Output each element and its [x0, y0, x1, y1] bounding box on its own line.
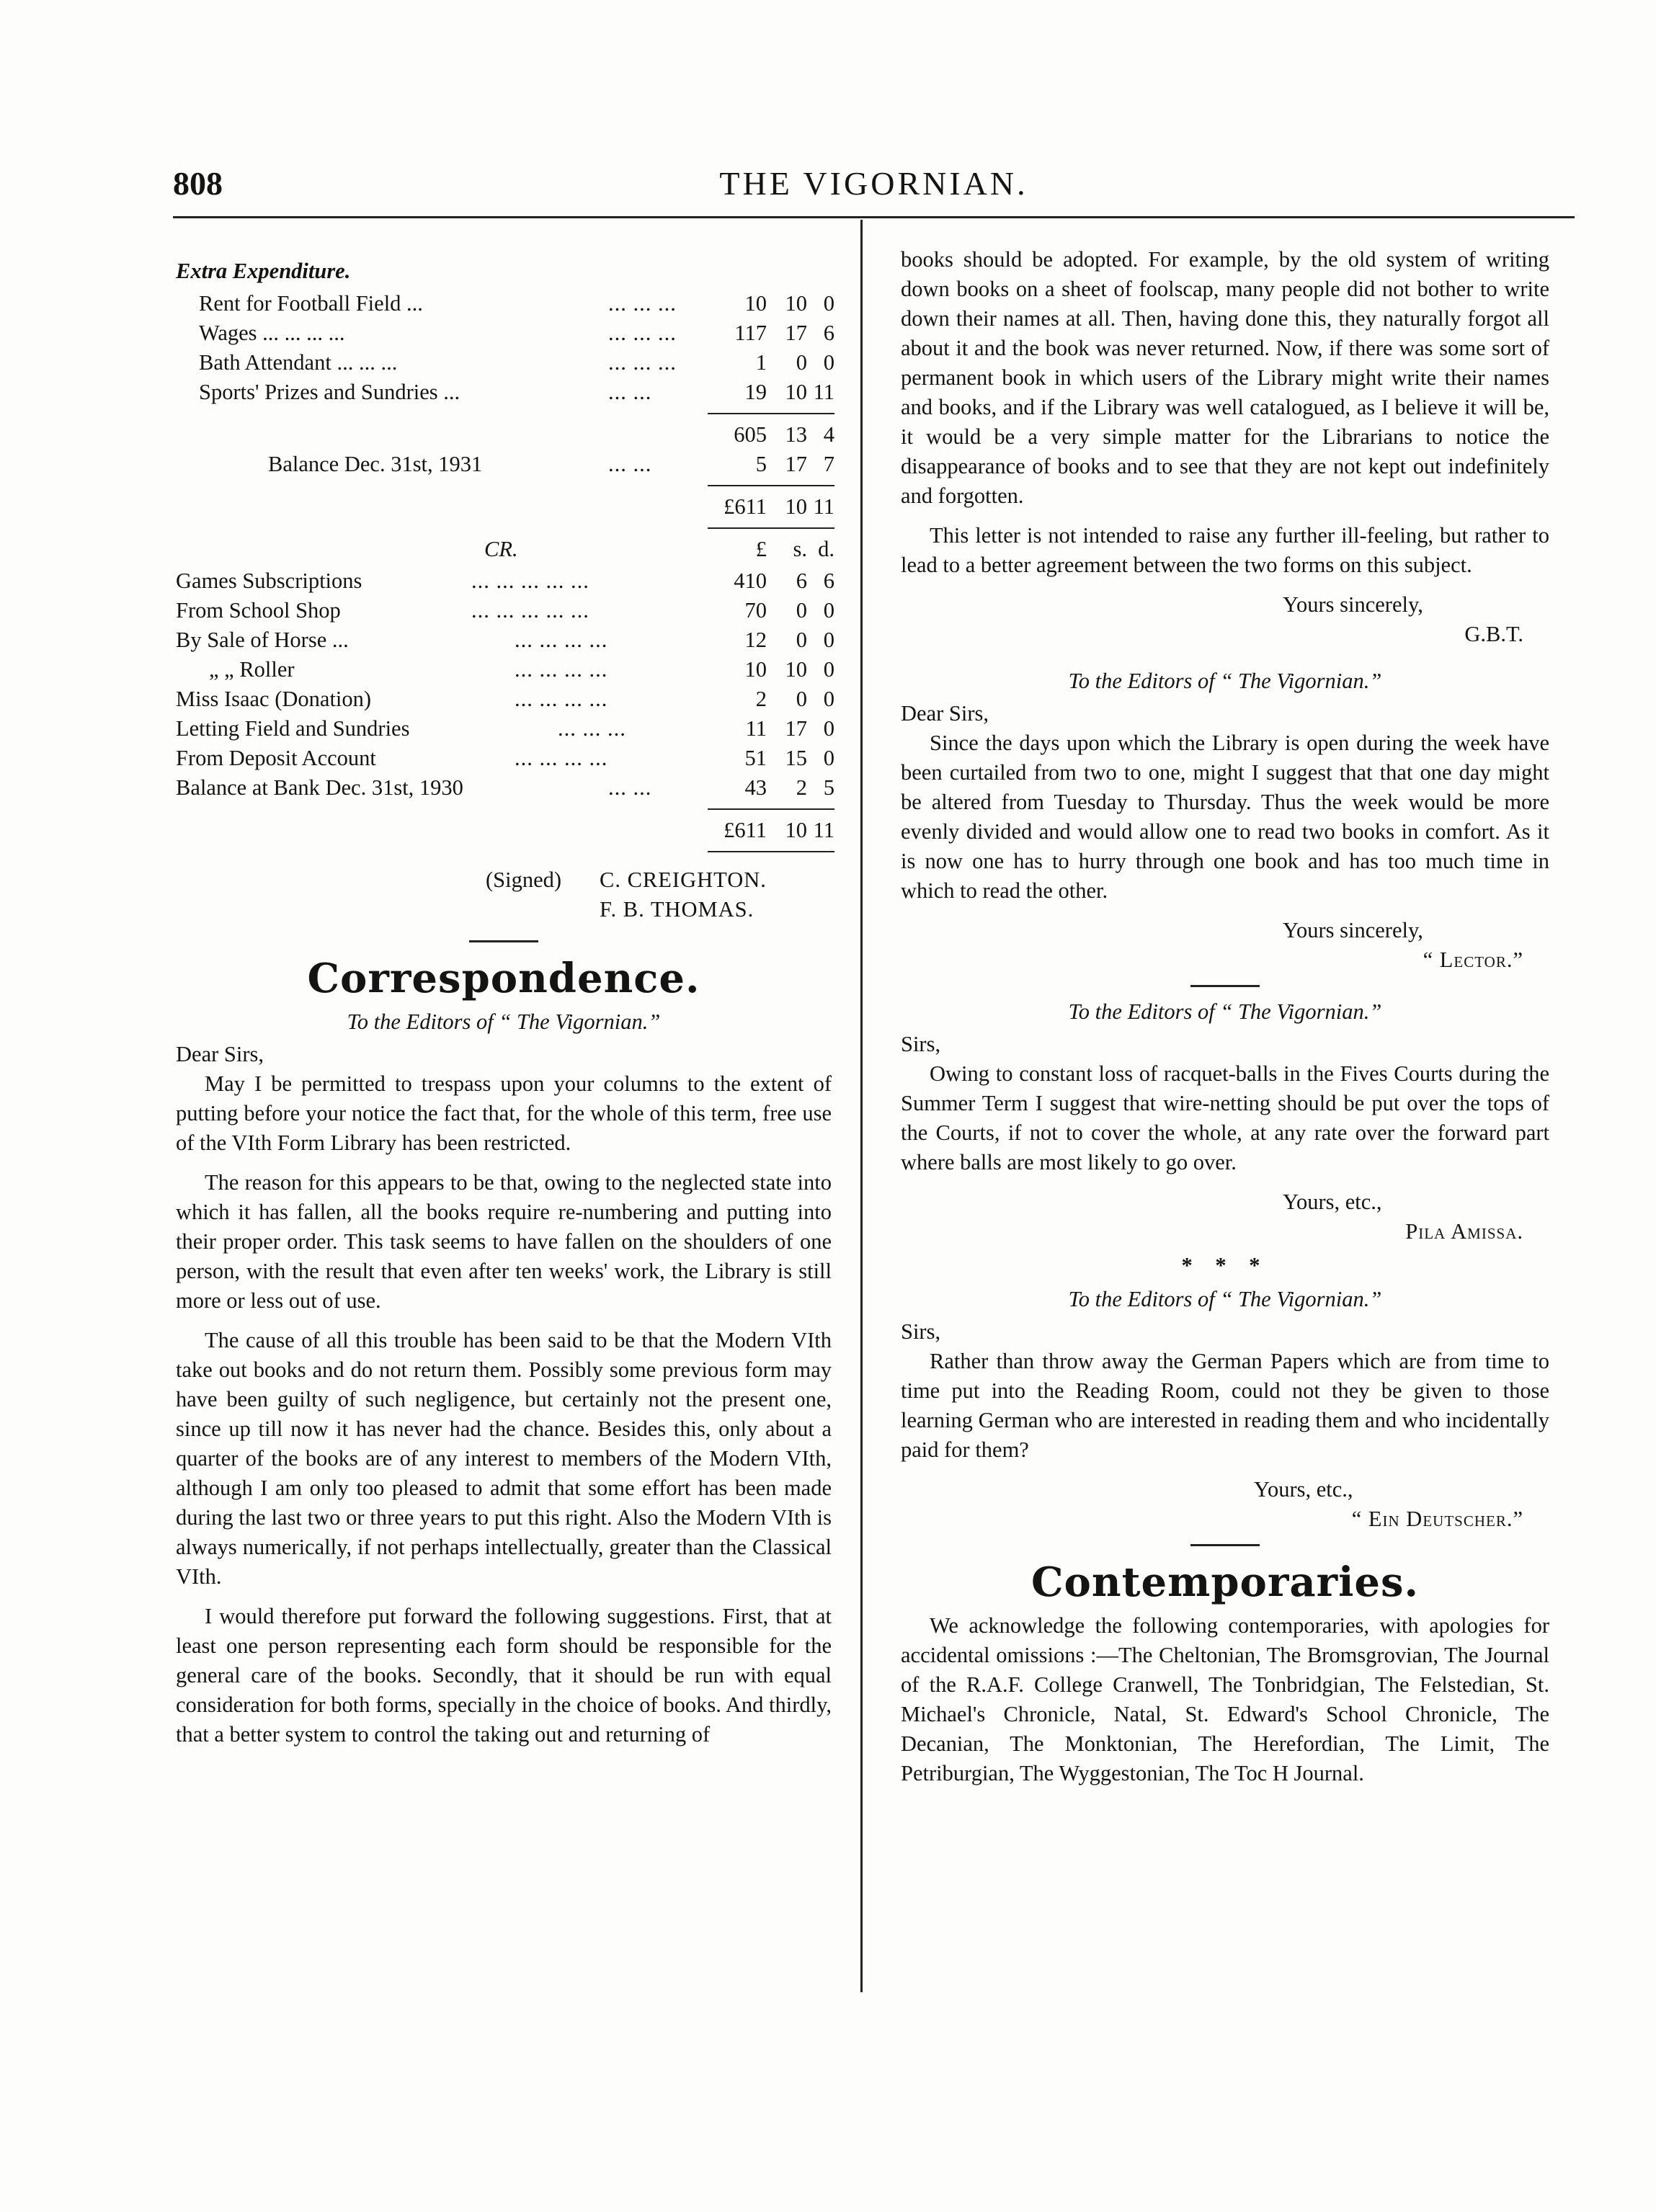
contemporaries-paragraph: We acknowledge the following contemporaries, with apologies for accidental omissions :—The Cheltonian, The Bromsgrovian, The Journal of the R.A.F. College Cranwell, The Tonbridgian, The Felstedian, St. Michael's Chronicle, Natal, St. Edward's School Chronicle, The Decanian, The Monktonian, The Herefordian, The Limit, The Petriburgian, The Wyggestonian, The Toc H Journal. — [901, 1613, 1549, 1785]
asterism: * * * — [1181, 1253, 1269, 1277]
ledger-pounds: 410 — [734, 568, 767, 593]
ledger-row — [176, 289, 832, 318]
ledger-shillings: 0 — [796, 598, 807, 623]
ledger-row — [176, 378, 832, 407]
ledger-pounds: 51 — [744, 746, 767, 770]
ledger-desc: Letting Field and Sundries — [176, 716, 410, 741]
ledger-desc: Rent for Football Field ... — [199, 291, 423, 316]
balance-dots: ... ... — [608, 452, 652, 476]
signatures — [176, 865, 832, 930]
subtotal-pence: 4 — [823, 422, 834, 447]
ledger-row — [176, 596, 832, 625]
ledger-desc: From School Shop — [176, 598, 341, 623]
left-column — [176, 257, 832, 1760]
ledger-shillings: 10 — [785, 291, 807, 316]
ledger-desc: By Sale of Horse ... — [176, 628, 349, 652]
ledger-dots: ... ... ... ... ... — [471, 598, 589, 623]
to-editors-line: To the Editors of “ The Vigornian.” — [1068, 999, 1382, 1024]
ledger-desc: Games Subscriptions — [176, 568, 362, 593]
letter1-paragraph: The reason for this appears to be that, owing to the neglected state into which it has fallen, all the books require re-numbering and putting into their proper order. This task seems to have fallen on the shoulders of one person, with the result that even after ten weeks' work, the Library is still more or less out of use. — [176, 1170, 832, 1313]
to-editors-line: To the Editors of “ The Vigornian.” — [1068, 1287, 1382, 1311]
page-header — [173, 164, 1575, 208]
ledger-dots: ... ... ... — [608, 350, 677, 375]
right-column — [901, 245, 1549, 1798]
letter1-closing: This letter is not intended to raise any further ill-feeling, but rather to lead to a better agreement between the two forms on this subject. — [901, 523, 1549, 577]
extra-expenditure-table — [176, 289, 832, 407]
balance-row — [176, 450, 832, 479]
ledger-pence: 0 — [823, 598, 834, 623]
signatory-creighton: C. CREIGHTON. — [600, 868, 767, 892]
letter1-paragraph: I would therefore put forward the following suggestions. First, that at least one person representing each form should be responsible for the general care of the books. Secondly, that it should be run with equal consideration for both forms, specially in the choice of books. And thirdly, that a better system to control the taking out and returning of — [176, 1604, 832, 1747]
sum-rule — [708, 808, 834, 810]
ledger-pence: 6 — [823, 321, 834, 345]
extra-expenditure-label: Extra Expenditure. — [176, 259, 351, 283]
ledger-desc: Sports' Prizes and Sundries ... — [199, 380, 460, 404]
letter1-signoff: Yours sincerely, — [1283, 592, 1423, 617]
letter1-paragraph: The cause of all this trouble has been said to be that the Modern VIth take out books and do not return them. Possibly some previous form may have been guilty of such negligence, but certainly not the present one, since up till now it has never had the chance. Besides this, only about a quarter of the books are of any interest to members of the Modern VIth, although I am only too pleased to admit that some effort has been made during the last two or three years to put this right. Also the Modern VIth is always numerically, if not perhaps intellectually, greater than the Classical VIth. — [176, 1328, 832, 1589]
correspondence-heading: Correspondence. — [307, 955, 700, 1002]
ledger-dots: ... ... ... ... — [515, 687, 608, 711]
ledger-dots: ... ... ... ... ... — [471, 568, 589, 593]
page-number: 808 — [173, 165, 223, 202]
ledger-pence: 0 — [823, 746, 834, 770]
ledger-shillings: 0 — [796, 628, 807, 652]
to-editors-line: To the Editors of “ The Vigornian.” — [347, 1009, 661, 1034]
ledger-shillings: 0 — [796, 687, 807, 711]
ledger-shillings: 17 — [785, 321, 807, 345]
ledger-pounds: 19 — [744, 380, 767, 404]
cr-unit-pence: d. — [818, 537, 834, 561]
ledger-pounds: 1 — [755, 350, 767, 375]
ledger-desc: Wages ... ... ... ... — [199, 321, 345, 345]
ledger-pounds: 11 — [745, 716, 767, 741]
letter2-signature: “ Lector.” — [1423, 947, 1523, 972]
sum-rule — [708, 851, 834, 852]
ledger-desc: Miss Isaac (Donation) — [176, 687, 372, 711]
ledger-pounds: 12 — [744, 628, 767, 652]
cr-unit-shillings: s. — [793, 537, 807, 561]
ledger-desc: „ „ Roller — [209, 657, 295, 682]
sum-rule — [708, 413, 834, 414]
column-divider — [860, 220, 863, 1992]
letter4-paragraph: Rather than throw away the German Papers which are from time to time put into the Reading Room, could not they be given to those learning German who are interested in reading them and who incidentally paid for them? — [901, 1349, 1549, 1462]
signatory-thomas: F. B. THOMAS. — [600, 897, 754, 922]
ledger-pence: 0 — [823, 628, 834, 652]
sum-rule — [708, 485, 834, 486]
journal-title: THE VIGORNIAN. — [719, 165, 1028, 202]
ledger-row — [176, 744, 832, 773]
ledger-shillings: 17 — [785, 716, 807, 741]
letter4-signature: “ Ein Deutscher.” — [1351, 1507, 1523, 1531]
ledger-pence: 11 — [813, 380, 834, 404]
letter4-signoff: Yours, etc., — [1254, 1477, 1353, 1502]
letter1-continued: books should be adopted. For example, by the old system of writing down books on a sheet of foolscap, many people did not bother to write down their names at all. Then, having done this, they naturally forgot all about it and the book was never returned. Now, if there was some sort of permanent book in which users of the Library might write their names and books, and if the Library was well catalogued, as I believe it will be, it would be a very simple matter for the Librarians to notice the disappearance of books and to see that they are not kept out indefinitely and forgotten. — [901, 247, 1549, 508]
header-rule — [173, 216, 1575, 218]
ledger-shillings: 0 — [796, 350, 807, 375]
letter2-greeting: Dear Sirs, — [901, 701, 989, 726]
ledger-dots: ... ... ... — [608, 321, 677, 345]
ledger-dots: ... ... — [608, 775, 652, 800]
letter4-greeting: Sirs, — [901, 1319, 941, 1344]
letter1-paragraph: May I be permitted to trespass upon your columns to the extent of putting before your notice the fact that, for the whole of this term, free use of the VIth Form Library has been restricted. — [176, 1071, 832, 1155]
ledger-row — [176, 714, 832, 744]
ledger-dots: ... ... ... ... — [515, 628, 608, 652]
ledger-dots: ... ... ... — [558, 716, 626, 741]
ledger-shillings: 15 — [785, 746, 807, 770]
to-editors-line: To the Editors of “ The Vigornian.” — [1068, 669, 1382, 693]
total-dr-pounds: £611 — [724, 494, 767, 519]
letter3-signature: Pila Amissa. — [1405, 1219, 1523, 1244]
balance-pence: 7 — [823, 452, 834, 476]
letter-divider — [1190, 985, 1260, 987]
ledger-pounds: 70 — [744, 598, 767, 623]
letter3-signoff: Yours, etc., — [1283, 1190, 1382, 1214]
letter3-greeting: Sirs, — [901, 1032, 941, 1056]
total-cr-pounds: £611 — [724, 818, 767, 842]
ledger-dots: ... ... ... ... — [515, 746, 608, 770]
ledger-pounds: 2 — [755, 687, 767, 711]
ledger-pounds: 10 — [744, 657, 767, 682]
ledger-pounds: 43 — [744, 775, 767, 800]
subtotal-row — [176, 420, 832, 450]
ledger-row — [176, 625, 832, 655]
ledger-pounds: 117 — [734, 321, 767, 345]
total-dr-shillings: 10 — [785, 494, 807, 519]
subtotal-pounds: 605 — [734, 422, 767, 447]
sum-rule — [708, 527, 834, 529]
balance-desc: Balance Dec. 31st, 1931 — [268, 452, 483, 476]
ledger-shillings: 10 — [785, 380, 807, 404]
ledger-pence: 5 — [823, 775, 834, 800]
cr-unit-pounds: £ — [755, 537, 767, 561]
section-divider — [1190, 1544, 1260, 1546]
ledger-dots: ... ... ... — [608, 291, 677, 316]
ledger-dots: ... ... — [608, 380, 652, 404]
signed-label: (Signed) — [486, 868, 562, 892]
total-cr-pence: 11 — [813, 818, 834, 842]
letter1-greeting: Dear Sirs, — [176, 1042, 264, 1066]
letter2-paragraph: Since the days upon which the Library is open during the week have been curtailed from two to one, might I suggest that that one day might be altered from Tuesday to Thursday. Thus the week would be more evenly divided and would allow one to read two books in comfort. As it is now one has to hurry through one book and has too much time in which to read the other. — [901, 731, 1549, 903]
balance-pounds: 5 — [755, 452, 767, 476]
ledger-row — [176, 655, 832, 684]
total-dr-pence: 11 — [813, 494, 834, 519]
subtotal-shillings: 13 — [785, 422, 807, 447]
ledger-pence: 0 — [823, 291, 834, 316]
ledger-shillings: 2 — [796, 775, 807, 800]
ledger-desc: Bath Attendant ... ... ... — [199, 350, 398, 375]
contemporaries-heading: Contemporaries. — [1030, 1558, 1420, 1606]
ledger-row — [176, 318, 832, 348]
ledger-pence: 0 — [823, 687, 834, 711]
credit-table — [176, 566, 832, 803]
ledger-desc: Balance at Bank Dec. 31st, 1930 — [176, 775, 463, 800]
ledger-pence: 0 — [823, 657, 834, 682]
ledger-dots: ... ... ... ... — [515, 657, 608, 682]
ledger-row — [176, 684, 832, 714]
ledger-desc: From Deposit Account — [176, 746, 376, 770]
total-cr-row — [176, 816, 832, 845]
ledger-row — [176, 566, 832, 596]
ledger-pence: 0 — [823, 716, 834, 741]
ledger-pence: 0 — [823, 350, 834, 375]
ledger-row — [176, 773, 832, 803]
section-divider — [469, 940, 538, 942]
ledger-shillings: 6 — [796, 568, 807, 593]
balance-shillings: 17 — [785, 452, 807, 476]
cr-label: CR. — [484, 537, 518, 561]
letter3-paragraph: Owing to constant loss of racquet-balls in the Fives Courts during the Summer Term I suggest that wire-netting should be put over the tops of the Courts, if not to cover the whole, at any rate over the forward part where balls are most likely to go over. — [901, 1061, 1549, 1174]
total-dr-row — [176, 492, 832, 522]
cr-header — [176, 535, 832, 566]
total-cr-shillings: 10 — [785, 818, 807, 842]
ledger-row — [176, 348, 832, 378]
ledger-shillings: 10 — [785, 657, 807, 682]
letter2-signoff: Yours sincerely, — [1283, 918, 1423, 942]
ledger-pounds: 10 — [744, 291, 767, 316]
ledger-pence: 6 — [823, 568, 834, 593]
letter1-signature: G.B.T. — [1464, 622, 1523, 646]
